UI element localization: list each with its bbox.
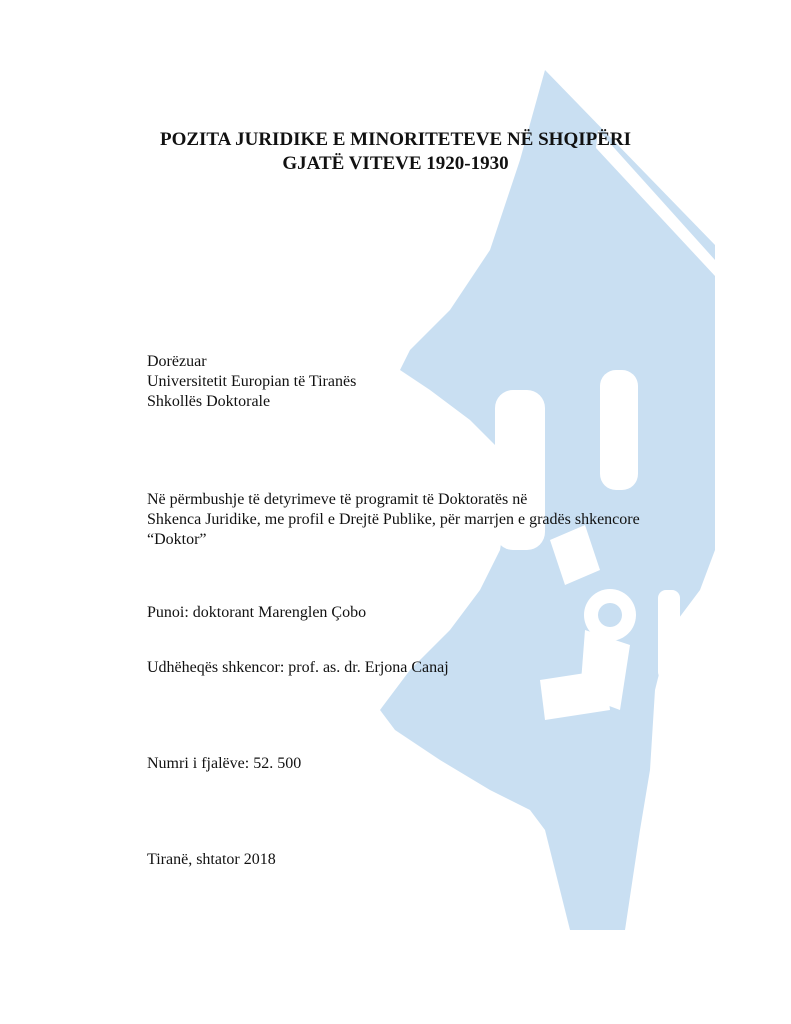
submission-line-2: Universitetit Europian të Tiranës (147, 373, 357, 390)
word-count-line: Numri i fjalëve: 52. 500 (147, 755, 302, 772)
purpose-line-3: “Doktor” (147, 531, 207, 548)
place-date-line: Tiranë, shtator 2018 (147, 851, 276, 868)
submission-line-1: Dorëzuar (147, 353, 207, 370)
title-line-2: GJATË VITEVE 1920-1930 (282, 153, 509, 174)
submission-block (147, 352, 356, 412)
title-line-1: POZITA JURIDIKE E MINORITETEVE NË SHQIPËRI (159, 129, 632, 150)
purpose-line-1: Në përmbushje të detyrimeve të programit të Doktoratës në (147, 491, 528, 508)
author-line: Punoi: doktorant Marenglen Çobo (147, 604, 367, 621)
supervisor-line: Udhëheqës shkencor: prof. as. dr. Erjona Canaj (147, 659, 449, 676)
purpose-line-2: Shkenca Juridike, me profil e Drejtë Publike, për marrjen e gradës shkencore (147, 511, 640, 528)
submission-line-3: Shkollës Doktorale (147, 393, 271, 410)
thesis-title (0, 128, 791, 176)
purpose-block (147, 490, 640, 550)
